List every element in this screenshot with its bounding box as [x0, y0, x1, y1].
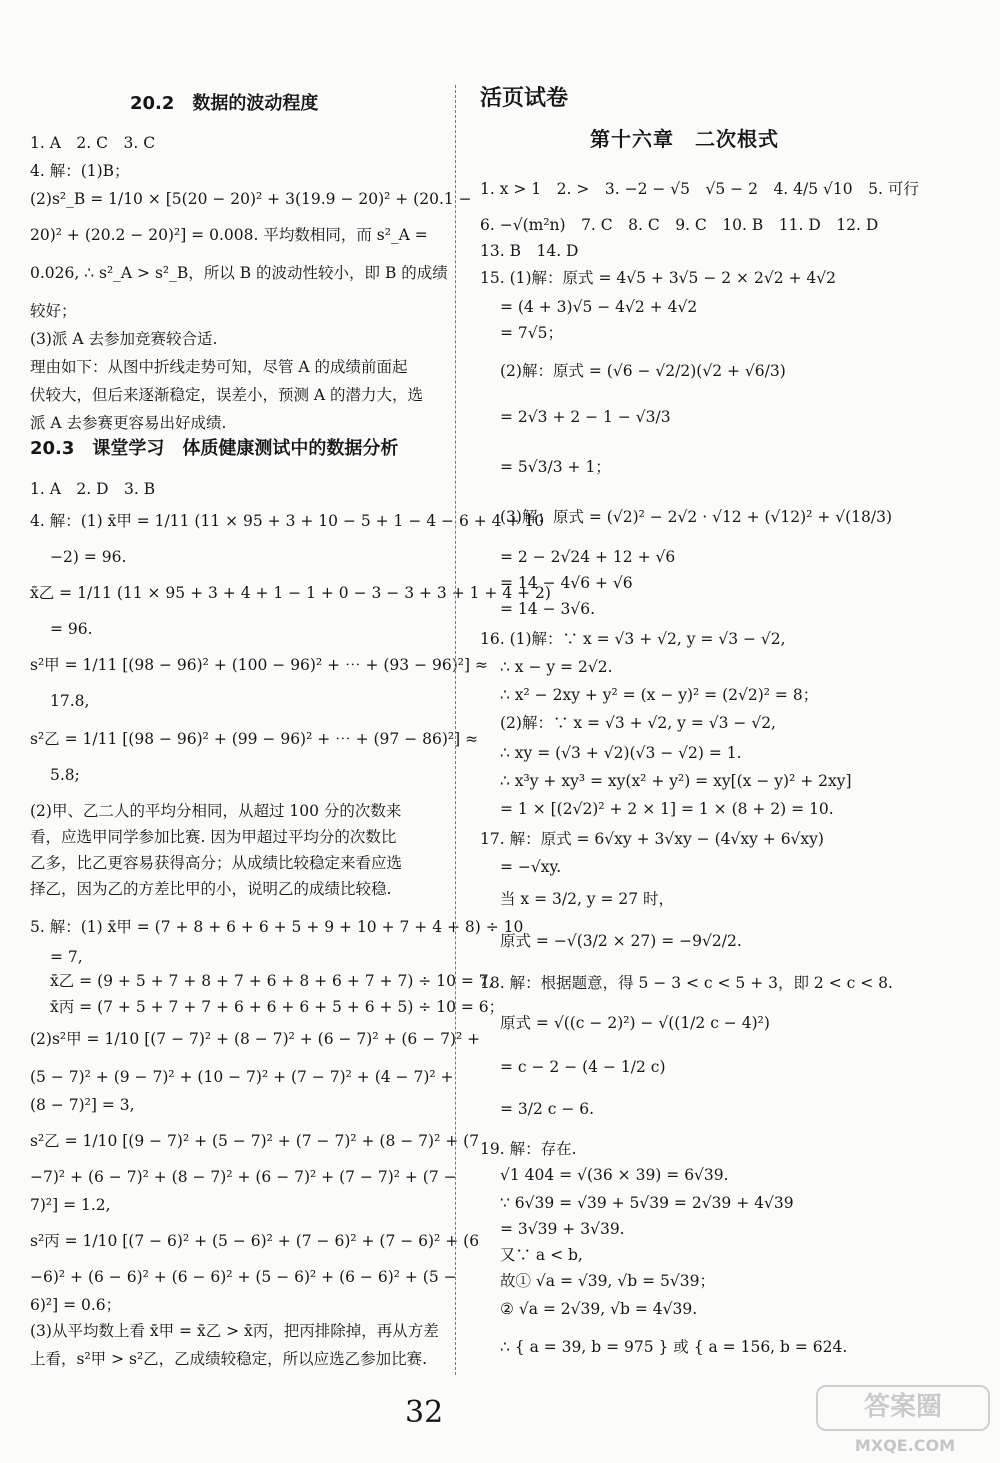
- left-line: (2)甲、乙二人的平均分相同，从超过 100 分的次数来: [30, 802, 402, 820]
- left-line: 派 A 去参赛更容易出好成绩.: [30, 414, 227, 432]
- left-line: 较好；: [30, 302, 77, 320]
- left-line: 17.8,: [50, 692, 90, 710]
- right-line: = 3√39 + 3√39.: [500, 1220, 625, 1238]
- left-line: 4. 解：(1)B；: [30, 162, 130, 180]
- right-line: 原式 = −√(3/2 × 27) = −9√2/2.: [500, 932, 742, 950]
- left-line: −6)² + (6 − 6)² + (6 − 6)² + (5 − 6)² + (6 − 6)² + (5 −: [30, 1268, 457, 1286]
- right-line: 原式 = √((c − 2)²) − √((1/2 c − 4)²): [500, 1014, 770, 1032]
- left-line: 20)² + (20.2 − 20)²] = 0.008. 平均数相同，而 s²_A =: [30, 226, 428, 244]
- right-line: = 2√3 + 2 − 1 − √3/3: [500, 408, 671, 426]
- right-line: ∴ x² − 2xy + y² = (x − y)² = (2√2)² = 8；: [500, 686, 819, 704]
- right-line: ∴ x − y = 2√2.: [500, 658, 613, 676]
- left-line: 上看，s²甲 > s²乙，乙成绩较稳定，所以应选乙参加比赛.: [30, 1350, 428, 1368]
- left-line: 4. 解：(1) x̄甲 = 1/11 (11 × 95 + 3 + 10 − 5 + 1 − 4 − 6 + 4 + 10: [30, 512, 545, 530]
- right-line: ∵ 6√39 = √39 + 5√39 = 2√39 + 4√39: [500, 1194, 794, 1212]
- watermark-text-bottom: MXQE.COM: [854, 1436, 956, 1455]
- left-line: = 7,: [50, 948, 83, 966]
- left-line: 20.2 数据的波动程度: [130, 93, 319, 114]
- left-line: s²丙 = 1/10 [(7 − 6)² + (5 − 6)² + (7 − 6)² + (7 − 6)² + (6: [30, 1232, 480, 1250]
- left-line: 择乙，因为乙的方差比甲的小，说明乙的成绩比较稳.: [30, 880, 392, 898]
- right-line: 活页试卷: [480, 86, 569, 111]
- right-line: = 2 − 2√24 + 12 + √6: [500, 548, 676, 566]
- left-line: (5 − 7)² + (9 − 7)² + (10 − 7)² + (7 − 7)² + (4 − 7)² +: [30, 1068, 454, 1086]
- left-line: (3)从平均数上看 x̄甲 = x̄乙 > x̄丙，把丙排除掉，再从方差: [30, 1322, 439, 1340]
- left-line: x̄乙 = (9 + 5 + 7 + 8 + 7 + 6 + 8 + 6 + 7 + 7) ÷ 10 = 7,: [50, 972, 494, 990]
- left-line: s²甲 = 1/11 [(98 − 96)² + (100 − 96)² + ⋯ + (93 − 96)²] ≈: [30, 656, 488, 674]
- right-line: 13. B 14. D: [480, 242, 579, 260]
- left-line: s²乙 = 1/11 [(98 − 96)² + (99 − 96)² + ⋯ + (97 − 86)²] ≈: [30, 730, 479, 748]
- right-line: ② √a = 2√39, √b = 4√39.: [500, 1300, 698, 1318]
- left-line: x̄乙 = 1/11 (11 × 95 + 3 + 4 + 1 − 1 + 0 − 3 − 3 + 3 + 1 + 4 + 2): [30, 584, 551, 602]
- left-line: 0.026, ∴ s²_A > s²_B，所以 B 的波动性较小，即 B 的成绩: [30, 264, 448, 282]
- right-line: 故① √a = √39, √b = 5√39；: [500, 1272, 715, 1290]
- right-line: = 3/2 c − 6.: [500, 1100, 595, 1118]
- right-line: ∴ xy = (√3 + √2)(√3 − √2) = 1.: [500, 744, 742, 762]
- left-line: (2)s²_B = 1/10 × [5(20 − 20)² + 3(19.9 − 20)² + (20.1 −: [30, 190, 472, 208]
- left-line: s²乙 = 1/10 [(9 − 7)² + (5 − 7)² + (7 − 7)² + (8 − 7)² + (7: [30, 1132, 480, 1150]
- left-line: 5. 解：(1) x̄甲 = (7 + 8 + 6 + 6 + 5 + 9 + 10 + 7 + 4 + 8) ÷ 10: [30, 918, 524, 936]
- left-line: −7)² + (6 − 7)² + (8 − 7)² + (6 − 7)² + (7 − 7)² + (7 −: [30, 1168, 457, 1186]
- right-line: = 5√3/3 + 1；: [500, 458, 611, 476]
- left-line: 伏较大，但后来逐渐稳定，误差小，预测 A 的潜力大，选: [30, 386, 424, 404]
- right-line: (2)解：∵ x = √3 + √2, y = √3 − √2,: [500, 714, 776, 732]
- right-line: 又∵ a < b,: [500, 1246, 583, 1264]
- left-line: 1. A 2. D 3. B: [30, 480, 156, 498]
- left-line: x̄丙 = (7 + 5 + 7 + 7 + 6 + 6 + 6 + 5 + 6 + 5) ÷ 10 = 6；: [50, 998, 505, 1016]
- right-line: 18. 解：根据题意，得 5 − 3 < c < 5 + 3，即 2 < c < 8.: [480, 974, 893, 992]
- right-line: = 14 − 3√6.: [500, 600, 596, 618]
- right-line: ∴ { a = 39, b = 975 } 或 { a = 156, b = 624.: [500, 1338, 848, 1356]
- column-divider: [455, 85, 456, 1375]
- watermark-logo: [820, 1385, 990, 1455]
- left-line: (8 − 7)²] = 3,: [30, 1096, 135, 1114]
- right-line: (2)解：原式 = (√6 − √2/2)(√2 + √6/3): [500, 362, 786, 380]
- left-line: 1. A 2. C 3. C: [30, 134, 156, 152]
- left-line: (2)s²甲 = 1/10 [(7 − 7)² + (8 − 7)² + (6 − 7)² + (6 − 7)² +: [30, 1030, 481, 1048]
- right-line: 17. 解：原式 = 6√xy + 3√xy − (4√xy + 6√xy): [480, 830, 824, 848]
- left-line: 7)²] = 1.2,: [30, 1196, 111, 1214]
- right-line: 第十六章 二次根式: [590, 127, 779, 151]
- left-line: (3)派 A 去参加竞赛较合适.: [30, 330, 218, 348]
- right-line: = (4 + 3)√5 − 4√2 + 4√2: [500, 298, 698, 316]
- right-line: = 14 − 4√6 + √6: [500, 574, 633, 592]
- right-line: √1 404 = √(36 × 39) = 6√39.: [500, 1166, 729, 1184]
- left-line: 5.8;: [50, 766, 80, 784]
- right-line: = 7√5；: [500, 324, 564, 342]
- left-line: 乙多，比乙更容易获得高分；从成绩比较稳定来看应选: [30, 854, 403, 872]
- right-line: 6. −√(m²n) 7. C 8. C 9. C 10. B 11. D 12. D: [480, 216, 879, 234]
- right-line: ∴ x³y + xy³ = xy(x² + y²) = xy[(x − y)² + 2xy]: [500, 772, 852, 790]
- right-line: (3)解：原式 = (√2)² − 2√2 · √12 + (√12)² + √(18/3): [500, 508, 893, 526]
- right-line: 当 x = 3/2, y = 27 时，: [500, 890, 675, 908]
- right-line: = c − 2 − (4 − 1/2 c): [500, 1058, 666, 1076]
- right-line: 1. x > 1 2. > 3. −2 − √5 √5 − 2 4. 4/5 √10 5. 可行: [480, 180, 919, 198]
- left-line: 20.3 课堂学习 体质健康测试中的数据分析: [30, 438, 399, 459]
- page-number: 32: [405, 1395, 444, 1430]
- left-line: = 96.: [50, 620, 93, 638]
- right-line: = −√xy.: [500, 858, 562, 876]
- right-line: 15. (1)解：原式 = 4√5 + 3√5 − 2 × 2√2 + 4√2: [480, 269, 837, 287]
- left-line: 看，应选甲同学参加比赛. 因为甲超过平均分的次数比: [30, 828, 397, 846]
- left-line: 6)²] = 0.6；: [30, 1296, 122, 1314]
- right-line: = 1 × [(2√2)² + 2 × 1] = 1 × (8 + 2) = 10.: [500, 800, 834, 818]
- right-line: 19. 解：存在.: [480, 1140, 577, 1158]
- left-line: −2) = 96.: [50, 548, 127, 566]
- right-line: 16. (1)解：∵ x = √3 + √2, y = √3 − √2,: [480, 630, 786, 648]
- left-line: 理由如下：从图中折线走势可知，尽管 A 的成绩前面起: [30, 358, 408, 376]
- watermark-text-top: 答案圈: [816, 1385, 990, 1431]
